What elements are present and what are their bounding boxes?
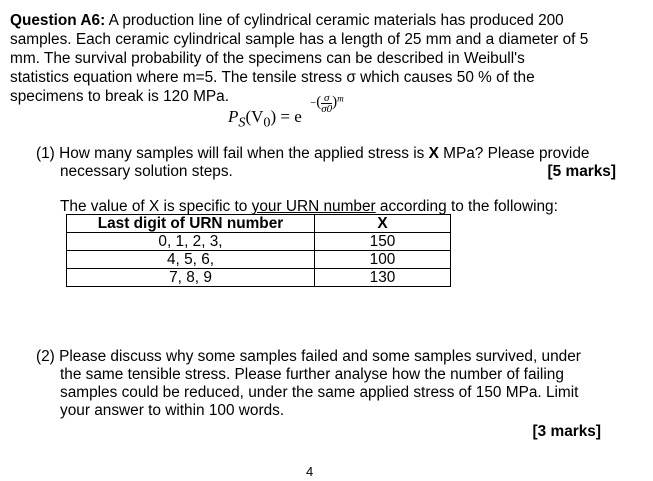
exp-power: m (337, 93, 344, 104)
question-label: Question A6: (10, 12, 106, 29)
table-cell: 150 (315, 233, 451, 251)
table-row (67, 269, 451, 287)
table-row (67, 251, 451, 269)
table-cell: 0, 1, 2, 3, (67, 233, 315, 251)
formula-arg-close: ) = e (270, 107, 302, 126)
part1-x: X (428, 145, 439, 162)
urn-table (66, 214, 451, 287)
part2-question (36, 348, 616, 420)
formula-exponent: −( $\frac{\sigma}{\sigma 0}$ )$^m$ (310, 92, 344, 115)
part2-line: (2) Please discuss why some samples failed and some samples survived, under (36, 348, 581, 365)
table-header-row (67, 215, 451, 233)
exp-denominator: σ0 (321, 103, 333, 115)
table-cell: 100 (315, 251, 451, 269)
part1-question (36, 145, 616, 181)
part2-marks: [3 marks] (532, 423, 601, 440)
part2-line: your answer to within 100 words. (60, 402, 285, 419)
part1-marks: [5 marks] (547, 163, 616, 180)
formula-arg-sub: 0 (263, 114, 271, 131)
intro-line: A production line of cylindrical ceramic materials has produced 200 (105, 12, 564, 29)
table-row (67, 233, 451, 251)
formula-arg: (V (245, 107, 264, 126)
lookup-lead-b: according to the following: (375, 198, 558, 215)
part1-line2: necessary solution steps. (60, 163, 233, 180)
intro-line: samples. Each ceramic cylindrical sample has a length of 25 mm and a diameter of 5 (10, 31, 589, 48)
intro-line: statistics equation where m=5. The tensile stress σ which causes 50 % of the (10, 69, 535, 86)
part2-line: samples could be reduced, under the same applied stress of 150 MPa. Limit (60, 384, 579, 401)
table-cell: 4, 5, 6, (67, 251, 315, 269)
page-number: 4 (306, 464, 314, 479)
intro-line: mm. The survival probability of the specimens can be described in Weibull's (10, 50, 525, 67)
table-cell: 7, 8, 9 (67, 269, 315, 287)
part1-line1-a: How many samples will fail when the applied stress is (54, 145, 429, 162)
formula-lhs: P (228, 107, 239, 126)
part2-line: the same tensible stress. Please further analyse how the number of failing (60, 366, 564, 383)
table-cell: 130 (315, 269, 451, 287)
part1-line1-b: MPa? Please provide (438, 145, 590, 162)
exp-numerator: σ (321, 93, 332, 104)
table-header: Last digit of URN number (67, 215, 315, 233)
formula-lhs-sub: S (238, 114, 246, 131)
exp-fraction (321, 93, 332, 114)
table-header: X (315, 215, 451, 233)
lookup-lead-a: The value of X is specific to (60, 198, 252, 215)
exp-sign: − (310, 97, 317, 110)
lookup-lead-underlined: your URN number (251, 198, 376, 215)
intro-line: specimens to break is 120 MPa. (10, 88, 229, 105)
part1-number: (1) (36, 145, 55, 162)
